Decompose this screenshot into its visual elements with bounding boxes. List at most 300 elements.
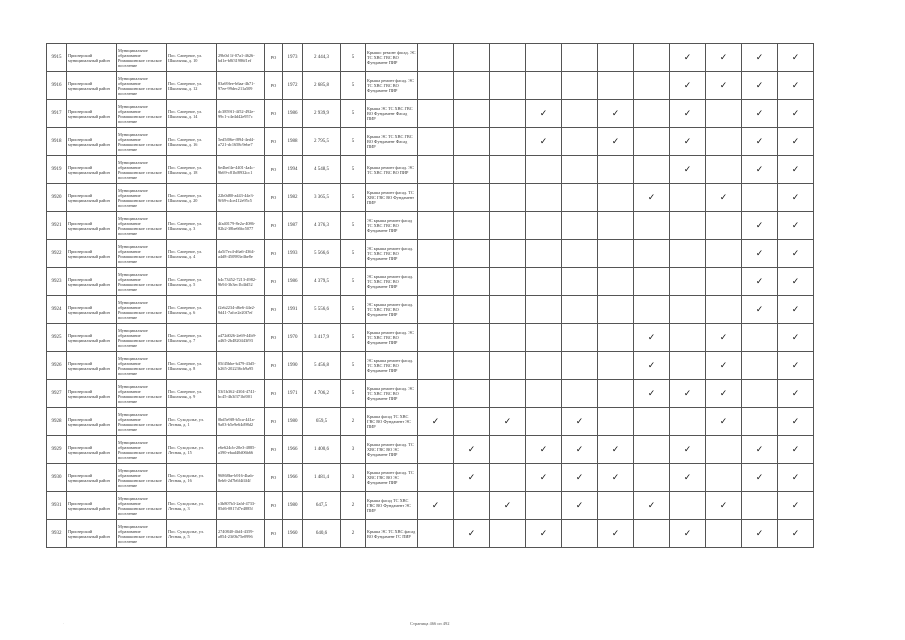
address-cell: Пос. Саперное, ул. Школьная, д. 8	[167, 352, 217, 380]
mark-cell	[562, 492, 598, 520]
area-cell: 1 481,4	[303, 464, 341, 492]
check-icon: ✓	[575, 472, 584, 482]
register-sheet	[46, 43, 814, 548]
type-cell: РО	[265, 492, 283, 520]
mark-cell	[634, 72, 670, 100]
count-cell: 5	[341, 184, 366, 212]
mark-cell	[562, 44, 598, 72]
check-icon: ✓	[755, 528, 764, 538]
check-icon: ✓	[683, 388, 692, 398]
check-icon: ✓	[791, 360, 800, 370]
check-icon: ✓	[683, 136, 692, 146]
mark-cell	[490, 128, 526, 156]
settlement-cell: Муниципальное образование Ромашкинское сельское поселение	[117, 296, 167, 324]
check-icon: ✓	[683, 528, 692, 538]
works-cell: Крыши: ремонт фасад. ЭС ТС ХВС ГВС ВО Фундамент ПИР	[366, 44, 418, 72]
works-cell: Крыша ремонт фасад. ТС ХВС ГВС ВО Фундамент ПИР	[366, 184, 418, 212]
table-row	[47, 520, 814, 548]
address-cell: Пос. Суходолье, ул. Лесная, д. 5	[167, 520, 217, 548]
check-icon: ✓	[575, 416, 584, 426]
address-cell: Пос. Саперное, ул. Школьная, д. 14	[167, 100, 217, 128]
mark-cell	[598, 240, 634, 268]
mark-cell	[490, 100, 526, 128]
settlement-cell: Муниципальное образование Ромашкинское сельское поселение	[117, 464, 167, 492]
guid-cell: da5f7ec4-d6a6-4364-a4d8-450983e4be8e	[217, 240, 265, 268]
type-cell: РО	[265, 212, 283, 240]
check-icon: ✓	[539, 472, 548, 482]
mark-cell	[562, 128, 598, 156]
count-cell: 5	[341, 268, 366, 296]
mark-cell	[778, 492, 814, 520]
check-icon: ✓	[791, 80, 800, 90]
mark-cell	[778, 240, 814, 268]
mark-cell	[742, 324, 778, 352]
check-icon: ✓	[791, 416, 800, 426]
year-cell: 1986	[283, 100, 303, 128]
count-cell: 2	[341, 492, 366, 520]
guid-cell: 96868be-b916-4bab-8eb6-2d7b6f4f4f4f	[217, 464, 265, 492]
table-row	[47, 100, 814, 128]
mark-cell	[418, 352, 454, 380]
mark-cell	[418, 324, 454, 352]
address-cell: Пос. Саперное, ул. Школьная, д. 20	[167, 184, 217, 212]
mark-cell	[562, 212, 598, 240]
mark-cell	[418, 436, 454, 464]
district-cell: Приозерский муниципальный район	[67, 352, 117, 380]
mark-cell	[742, 492, 778, 520]
mark-cell	[562, 240, 598, 268]
mark-cell	[490, 268, 526, 296]
mark-cell	[634, 240, 670, 268]
check-icon: ✓	[791, 444, 800, 454]
mark-cell	[670, 156, 706, 184]
check-icon: ✓	[611, 472, 620, 482]
mark-cell	[670, 492, 706, 520]
row-number: 9932	[47, 520, 67, 548]
address-cell: Пос. Саперное, ул. Школьная, д. 10	[167, 44, 217, 72]
mark-cell	[526, 240, 562, 268]
year-cell: 1966	[283, 436, 303, 464]
mark-cell	[670, 212, 706, 240]
address-cell: Пос. Саперное, ул. Школьная, д. 9	[167, 380, 217, 408]
row-number: 9929	[47, 436, 67, 464]
mark-cell	[490, 240, 526, 268]
district-cell: Приозерский муниципальный район	[67, 520, 117, 548]
mark-cell	[670, 520, 706, 548]
type-cell: РО	[265, 128, 283, 156]
row-number: 9919	[47, 156, 67, 184]
guid-cell: 2740840-4bf4-4359-a854-23f0b75e0996	[217, 520, 265, 548]
mark-cell	[526, 520, 562, 548]
district-cell: Приозерский муниципальный район	[67, 184, 117, 212]
mark-cell	[706, 380, 742, 408]
area-cell: 5 556,6	[303, 296, 341, 324]
check-icon: ✓	[755, 80, 764, 90]
mark-cell	[418, 492, 454, 520]
check-icon: ✓	[467, 472, 476, 482]
mark-cell	[454, 296, 490, 324]
mark-cell	[562, 184, 598, 212]
settlement-cell: Муниципальное образование Ромашкинское сельское поселение	[117, 72, 167, 100]
mark-cell	[490, 212, 526, 240]
district-cell: Приозерский муниципальный район	[67, 212, 117, 240]
mark-cell	[526, 44, 562, 72]
area-cell: 640,6	[303, 520, 341, 548]
mark-cell	[706, 100, 742, 128]
mark-cell	[454, 520, 490, 548]
mark-cell	[598, 156, 634, 184]
check-icon: ✓	[431, 416, 440, 426]
mark-cell	[490, 184, 526, 212]
mark-cell	[490, 352, 526, 380]
table-row	[47, 324, 814, 352]
row-number: 9925	[47, 324, 67, 352]
mark-cell	[706, 324, 742, 352]
mark-cell	[778, 296, 814, 324]
check-icon: ✓	[539, 528, 548, 538]
works-cell: ЭС крыша ремонт фасад. ТС ХВС ГВС ВО Фундамент ПИР	[366, 240, 418, 268]
check-icon: ✓	[683, 80, 692, 90]
mark-cell	[598, 212, 634, 240]
type-cell: РО	[265, 408, 283, 436]
mark-cell	[670, 380, 706, 408]
check-icon: ✓	[431, 500, 440, 510]
check-icon: ✓	[791, 276, 800, 286]
type-cell: РО	[265, 240, 283, 268]
settlement-cell: Муниципальное образование Ромашкинское сельское поселение	[117, 128, 167, 156]
district-cell: Приозерский муниципальный район	[67, 296, 117, 324]
check-icon: ✓	[791, 388, 800, 398]
table-row	[47, 464, 814, 492]
mark-cell	[454, 156, 490, 184]
table-row	[47, 212, 814, 240]
mark-cell	[454, 436, 490, 464]
type-cell: РО	[265, 268, 283, 296]
mark-cell	[742, 296, 778, 324]
type-cell: РО	[265, 380, 283, 408]
works-cell: Крыша ремонт фасад. ЭС ТС ХВС ГВС ВО ПИР	[366, 156, 418, 184]
mark-cell	[526, 212, 562, 240]
area-cell: 2 939,9	[303, 100, 341, 128]
count-cell: 2	[341, 520, 366, 548]
works-cell: Крыша ЭС ТС ХВС ГВС ВО Фундамент Фасад ПИР	[366, 128, 418, 156]
mark-cell	[742, 464, 778, 492]
check-icon: ✓	[575, 500, 584, 510]
works-cell: Крыша ремонт фасад. ТС ХВС ГВС ВО ЭС Фундамент ПИР	[366, 464, 418, 492]
mark-cell	[418, 268, 454, 296]
check-icon: ✓	[791, 500, 800, 510]
settlement-cell: Муниципальное образование Ромашкинское сельское поселение	[117, 352, 167, 380]
area-cell: 647,5	[303, 492, 341, 520]
area-cell: 659,5	[303, 408, 341, 436]
count-cell: 5	[341, 240, 366, 268]
mark-cell	[562, 436, 598, 464]
district-cell: Приозерский муниципальный район	[67, 408, 117, 436]
settlement-cell: Муниципальное образование Ромашкинское сельское поселение	[117, 408, 167, 436]
mark-cell	[490, 492, 526, 520]
row-number: 9921	[47, 212, 67, 240]
check-icon: ✓	[719, 52, 728, 62]
check-icon: ✓	[755, 220, 764, 230]
mark-cell	[454, 492, 490, 520]
mark-cell	[742, 72, 778, 100]
check-icon: ✓	[791, 304, 800, 314]
mark-cell	[418, 156, 454, 184]
check-icon: ✓	[755, 164, 764, 174]
mark-cell	[418, 380, 454, 408]
mark-cell	[670, 436, 706, 464]
table-row	[47, 492, 814, 520]
settlement-cell: Муниципальное образование Ромашкинское сельское поселение	[117, 240, 167, 268]
mark-cell	[634, 184, 670, 212]
mark-cell	[562, 352, 598, 380]
guid-cell: 83a69fee-b6aa-4b71-97ee-99dec211a509	[217, 72, 265, 100]
mark-cell	[742, 520, 778, 548]
mark-cell	[742, 240, 778, 268]
address-cell: Пос. Саперное, ул. Школьная, д. 3	[167, 212, 217, 240]
check-icon: ✓	[791, 248, 800, 258]
settlement-cell: Муниципальное образование Ромашкинское сельское поселение	[117, 268, 167, 296]
area-cell: 5 456,8	[303, 352, 341, 380]
mark-cell	[778, 436, 814, 464]
type-cell: РО	[265, 436, 283, 464]
check-icon: ✓	[755, 472, 764, 482]
mark-cell	[454, 268, 490, 296]
mark-cell	[634, 44, 670, 72]
mark-cell	[562, 72, 598, 100]
mark-cell	[706, 492, 742, 520]
mark-cell	[418, 240, 454, 268]
count-cell: 5	[341, 156, 366, 184]
mark-cell	[454, 352, 490, 380]
mark-cell	[418, 44, 454, 72]
mark-cell	[742, 156, 778, 184]
mark-cell	[490, 324, 526, 352]
mark-cell	[490, 156, 526, 184]
row-number: 9928	[47, 408, 67, 436]
guid-cell: 53f1b362-4304-4741-bc45-4b3f371bf001	[217, 380, 265, 408]
check-icon: ✓	[719, 192, 728, 202]
works-cell: ЭС крыша ремонт фасад. ТС ХВС ГВС ВО Фундамент ПИР	[366, 268, 418, 296]
mark-cell	[706, 464, 742, 492]
mark-cell	[562, 296, 598, 324]
mark-cell	[454, 464, 490, 492]
works-cell: Крыша ремонт фасад. ЭС ТС ХВС ГВС ВО Фундамент ПИР	[366, 324, 418, 352]
mark-cell	[742, 184, 778, 212]
mark-cell	[670, 268, 706, 296]
mark-cell	[598, 184, 634, 212]
type-cell: РО	[265, 184, 283, 212]
mark-cell	[706, 128, 742, 156]
check-icon: ✓	[791, 164, 800, 174]
mark-cell	[670, 184, 706, 212]
mark-cell	[418, 100, 454, 128]
mark-cell	[598, 380, 634, 408]
mark-cell	[742, 436, 778, 464]
check-icon: ✓	[611, 108, 620, 118]
mark-cell	[418, 72, 454, 100]
mark-cell	[454, 72, 490, 100]
mark-cell	[742, 44, 778, 72]
mark-cell	[634, 380, 670, 408]
mark-cell	[454, 240, 490, 268]
check-icon: ✓	[791, 108, 800, 118]
mark-cell	[778, 184, 814, 212]
mark-cell	[598, 436, 634, 464]
guid-cell: e6e624cb-20e3-4885-a390-ebad40d06b66	[217, 436, 265, 464]
mark-cell	[778, 520, 814, 548]
address-cell: Пос. Саперное, ул. Школьная, д. 18	[167, 156, 217, 184]
type-cell: РО	[265, 464, 283, 492]
address-cell: Пос. Саперное, ул. Школьная, д. 12	[167, 72, 217, 100]
mark-cell	[634, 464, 670, 492]
check-icon: ✓	[755, 136, 764, 146]
count-cell: 5	[341, 44, 366, 72]
year-cell: 1973	[283, 44, 303, 72]
guid-cell: 0bd5e9f8-b5ca-441a-9a03-b5e9e64d98d2	[217, 408, 265, 436]
works-cell: Крыша ЭС ТС ХВС ГВС ВО Фундамент Фасад ПИР	[366, 100, 418, 128]
area-cell: 3 365,5	[303, 184, 341, 212]
type-cell: РО	[265, 296, 283, 324]
type-cell: РО	[265, 324, 283, 352]
mark-cell	[706, 44, 742, 72]
mark-cell	[778, 408, 814, 436]
mark-cell	[526, 100, 562, 128]
mark-cell	[562, 268, 598, 296]
settlement-cell: Муниципальное образование Ромашкинское сельское поселение	[117, 156, 167, 184]
table-row	[47, 296, 814, 324]
mark-cell	[598, 100, 634, 128]
mark-cell	[670, 72, 706, 100]
corner-mark: ·	[63, 621, 65, 626]
address-cell: Пос. Саперное, ул. Школьная, д. 4	[167, 240, 217, 268]
mark-cell	[562, 408, 598, 436]
district-cell: Приозерский муниципальный район	[67, 240, 117, 268]
mark-cell	[634, 492, 670, 520]
year-cell: 1960	[283, 520, 303, 548]
address-cell: Пос. Саперное, ул. Школьная, д. 7	[167, 324, 217, 352]
works-cell: ЭС крыша ремонт фасад. ТС ХВС ГВС ВО Фундамент ПИР	[366, 296, 418, 324]
count-cell: 5	[341, 100, 366, 128]
address-cell: Пос. Саперное, ул. Школьная, д. 5	[167, 268, 217, 296]
settlement-cell: Муниципальное образование Ромашкинское сельское поселение	[117, 436, 167, 464]
guid-cell: c3b807b3-2afd-4733-85d6-0817d7e4885f	[217, 492, 265, 520]
check-icon: ✓	[611, 136, 620, 146]
check-icon: ✓	[755, 248, 764, 258]
check-icon: ✓	[683, 52, 692, 62]
district-cell: Приозерский муниципальный район	[67, 464, 117, 492]
mark-cell	[634, 212, 670, 240]
area-cell: 2 795,5	[303, 128, 341, 156]
guid-cell: a472d026-2e69-44b9-a465-2b4820443f93	[217, 324, 265, 352]
year-cell: 1986	[283, 268, 303, 296]
check-icon: ✓	[719, 500, 728, 510]
mark-cell	[670, 100, 706, 128]
count-cell: 5	[341, 352, 366, 380]
settlement-cell: Муниципальное образование Ромашкинское сельское поселение	[117, 44, 167, 72]
mark-cell	[490, 296, 526, 324]
mark-cell	[706, 436, 742, 464]
mark-cell	[418, 296, 454, 324]
check-icon: ✓	[755, 52, 764, 62]
row-number: 9920	[47, 184, 67, 212]
mark-cell	[562, 380, 598, 408]
mark-cell	[670, 240, 706, 268]
mark-cell	[706, 520, 742, 548]
mark-cell	[490, 380, 526, 408]
district-cell: Приозерский муниципальный район	[67, 156, 117, 184]
year-cell: 1994	[283, 156, 303, 184]
mark-cell	[526, 296, 562, 324]
district-cell: Приозерский муниципальный район	[67, 128, 117, 156]
mark-cell	[634, 128, 670, 156]
mark-cell	[742, 212, 778, 240]
mark-cell	[778, 380, 814, 408]
mark-cell	[670, 44, 706, 72]
mark-cell	[598, 268, 634, 296]
mark-cell	[778, 128, 814, 156]
year-cell: 1991	[283, 296, 303, 324]
mark-cell	[634, 296, 670, 324]
check-icon: ✓	[647, 388, 656, 398]
mark-cell	[562, 100, 598, 128]
district-cell: Приозерский муниципальный район	[67, 380, 117, 408]
mark-cell	[634, 520, 670, 548]
year-cell: 1993	[283, 240, 303, 268]
mark-cell	[634, 156, 670, 184]
check-icon: ✓	[683, 164, 692, 174]
check-icon: ✓	[647, 500, 656, 510]
mark-cell	[634, 100, 670, 128]
mark-cell	[778, 72, 814, 100]
check-icon: ✓	[683, 444, 692, 454]
check-icon: ✓	[683, 108, 692, 118]
check-icon: ✓	[611, 528, 620, 538]
check-icon: ✓	[647, 192, 656, 202]
works-cell: Крыша фасад ТС ХВС ГВС ВО Фундамент ЭС ПИР	[366, 492, 418, 520]
mark-cell	[670, 464, 706, 492]
year-cell: 1966	[283, 464, 303, 492]
mark-cell	[778, 44, 814, 72]
district-cell: Приозерский муниципальный район	[67, 44, 117, 72]
year-cell: 1980	[283, 492, 303, 520]
mark-cell	[634, 352, 670, 380]
guid-cell: 05f45bbe-b479-43d5-b265-202236cb9a95	[217, 352, 265, 380]
type-cell: РО	[265, 100, 283, 128]
mark-cell	[670, 128, 706, 156]
area-cell: 2 685,8	[303, 72, 341, 100]
row-number: 9916	[47, 72, 67, 100]
mark-cell	[418, 184, 454, 212]
year-cell: 1988	[283, 128, 303, 156]
check-icon: ✓	[755, 444, 764, 454]
mark-cell	[634, 268, 670, 296]
mark-cell	[634, 408, 670, 436]
mark-cell	[706, 184, 742, 212]
mark-cell	[742, 128, 778, 156]
check-icon: ✓	[467, 528, 476, 538]
mark-cell	[598, 324, 634, 352]
check-icon: ✓	[755, 108, 764, 118]
check-icon: ✓	[503, 416, 512, 426]
year-cell: 1970	[283, 324, 303, 352]
guid-cell: f2eb2234-d6e6-44e2-9d41-7afce2e20f7ef	[217, 296, 265, 324]
mark-cell	[562, 156, 598, 184]
guid-cell: 6e4bef4e-4401-4a4c-9b69-c81bf8932cc1	[217, 156, 265, 184]
district-cell: Приозерский муниципальный район	[67, 436, 117, 464]
row-number: 9922	[47, 240, 67, 268]
table-row	[47, 44, 814, 72]
